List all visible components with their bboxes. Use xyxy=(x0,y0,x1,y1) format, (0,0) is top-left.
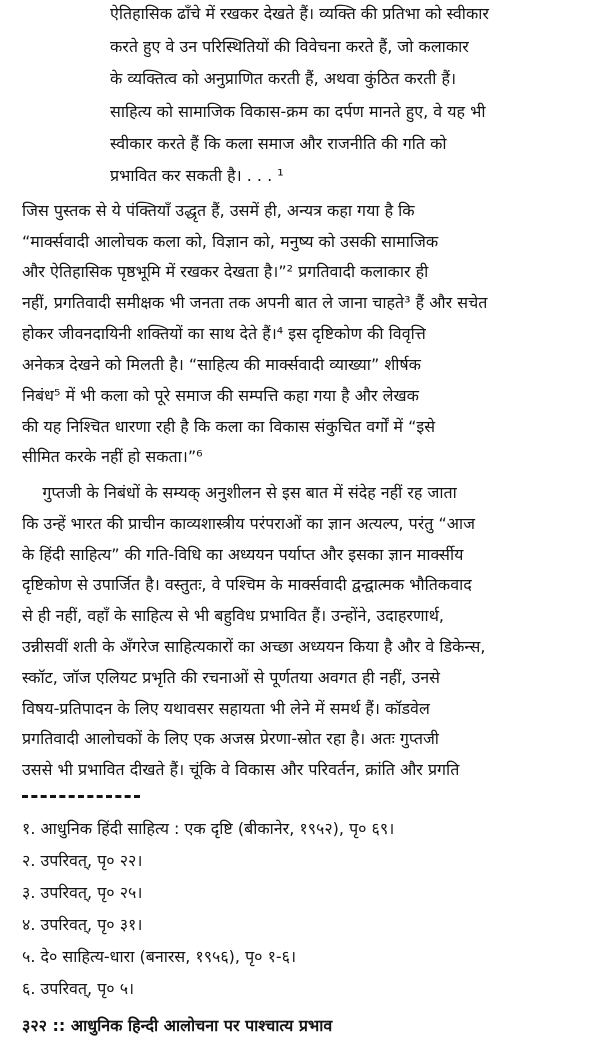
paragraph-line: विषय-प्रतिपादन के लिए यथावसर सहायता भी लेने में समर्थ हैं। कॉडवेल xyxy=(22,699,430,718)
quote-line: साहित्य को सामाजिक विकास-क्रम का दर्पण मानते हुए, वे यह भी xyxy=(110,102,486,121)
paragraph-line: से ही नहीं, वहाँ के साहित्य से भी बहुविध प्रभावित हैं। उन्होंने, उदाहरणार्थ, xyxy=(22,606,445,625)
paragraph-line: “मार्क्सवादी आलोचक कला को, विज्ञान को, मनुष्य को उसकी सामाजिक xyxy=(22,232,439,251)
paragraph-line: के हिंदी साहित्य” की गति-विधि का अध्ययन पर्याप्त और इसका ज्ञान मार्क्सीय xyxy=(22,545,464,564)
footnote-2: २. उपरिवत्, पृ० २२। xyxy=(22,851,143,870)
paragraph-line: गुप्तजी के निबंधों के सम्यक् अनुशीलन से इस बात में संदेह नहीं रह जाता xyxy=(22,483,457,502)
paragraph-line: निबंध⁵ में भी कला को पूरे समाज की सम्पत्ति कहा गया है और लेखक xyxy=(22,386,419,405)
paragraph-line: प्रगतिवादी आलोचकों के लिए एक अजस्र प्रेरणा-स्रोत रहा है। अतः गुप्तजी xyxy=(22,729,439,748)
footnote-1: १. आधुनिक हिंदी साहित्य : एक दृष्टि (बीकानेर, १९५२), पृ० ६९। xyxy=(22,819,395,838)
paragraph-line: उससे भी प्रभावित दीखते हैं। चूंकि वे विकास और परिवर्तन, क्रांति और प्रगति xyxy=(22,760,460,779)
footnote-5: ५. दे० साहित्य-धारा (बनारस, १९५६), पृ० १-६। xyxy=(22,947,297,966)
quote-line: करते हुए वे उन परिस्थितियों की विवेचना करते हैं, जो कलाकार xyxy=(110,37,469,56)
paragraph-line: की यह निश्चित धारणा रही है कि कला का विकास संकुचित वर्गों में “इसे xyxy=(22,417,436,436)
paragraph-line: और ऐतिहासिक पृष्ठभूमि में रखकर देखता है।”² प्रगतिवादी कलाकार ही xyxy=(22,262,429,281)
footnote-divider xyxy=(22,795,140,798)
quote-line: के व्यक्तित्व को अनुप्राणित करती हैं, अथवा कुंठित करती हैं। xyxy=(110,69,457,88)
paragraph-line: होकर जीवनदायिनी शक्तियों का साथ देते हैं।⁴ इस दृष्टिकोण की विवृत्ति xyxy=(22,324,426,343)
quote-line: प्रभावित कर सकती है। . . . ¹ xyxy=(110,166,284,185)
footnote-6: ६. उपरिवत्, पृ० ५। xyxy=(22,979,135,998)
footnote-3: ३. उपरिवत्, पृ० २५। xyxy=(22,883,143,902)
paragraph-line: अनेकत्र देखने को मिलती है। “साहित्य की मार्क्सवादी व्याख्या” शीर्षक xyxy=(22,355,421,374)
paragraph-line: उन्नीसवीं शती के अँगरेज साहित्यकारों का अच्छा अध्ययन किया है और वे डिकेन्स, xyxy=(22,637,486,656)
footnote-4: ४. उपरिवत्, पृ० ३१। xyxy=(22,915,143,934)
paragraph-line: जिस पुस्तक से ये पंक्तियाँ उद्धृत हैं, उसमें ही, अन्यत्र कहा गया है कि xyxy=(22,201,415,220)
quote-line: ऐतिहासिक ढाँचे में रखकर देखते हैं। व्यक्ति की प्रतिभा को स्वीकार xyxy=(110,4,489,23)
paragraph-line: नहीं, प्रगतिवादी समीक्षक भी जनता तक अपनी बात ले जाना चाहते³ हैं और सचेत xyxy=(22,293,488,312)
paragraph-line: स्कॉट, जॉज एलियट प्रभृति की रचनाओं से पूर्णतया अवगत ही नहीं, उनसे xyxy=(22,668,440,687)
quote-line: स्वीकार करते हैं कि कला समाज और राजनीति की गति को xyxy=(110,134,447,153)
page-footer: ३२२ :: आधुनिक हिन्दी आलोचना पर पाश्चात्य प्रभाव xyxy=(22,1016,333,1035)
paragraph-line: दृष्टिकोण से उपार्जित है। वस्तुतः, वे पश्चिम के मार्क्सवादी द्वन्द्वात्मक भौतिकवाद xyxy=(22,575,472,594)
paragraph-line: सीमित करके नहीं हो सकता।”⁶ xyxy=(22,447,203,466)
paragraph-line: कि उन्हें भारत की प्राचीन काव्यशास्त्रीय परंपराओं का ज्ञान अत्यल्प, परंतु “आज xyxy=(22,514,475,533)
